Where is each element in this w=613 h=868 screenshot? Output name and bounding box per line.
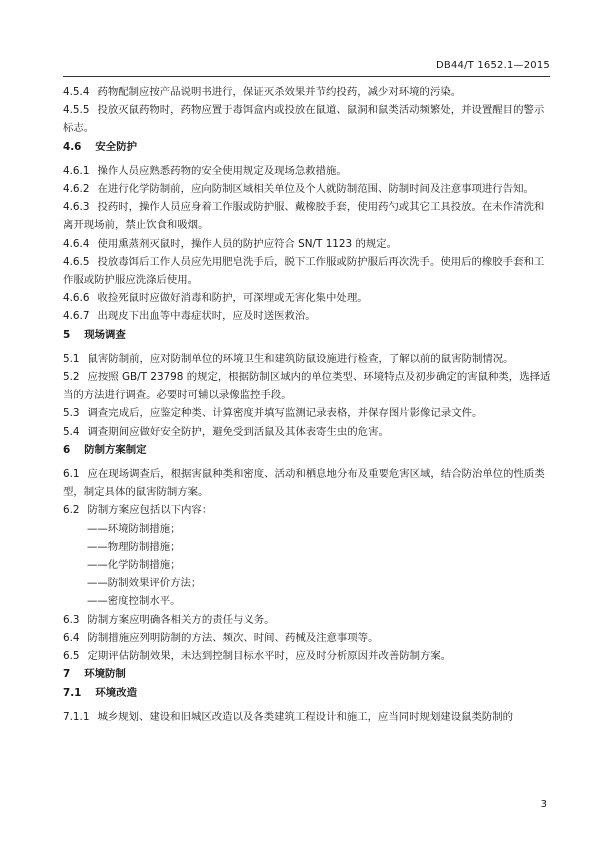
document-body	[63, 83, 551, 726]
list-item: ——防制效果评价方法；	[87, 577, 202, 590]
clause-4-5-5	[63, 101, 551, 137]
clause-6-4	[63, 629, 551, 647]
clause-6-5	[63, 647, 551, 665]
clause-number: 4.6.3	[63, 201, 90, 214]
clause-text: 投药时，操作人员应身着工作服或防护服、戴橡胶手套，使用药勺或其它工具投放。在未作清洗和离开现场前，禁止饮食和吸烟。	[63, 201, 545, 232]
clause-text: 操作人员应熟悉药物的安全使用规定及现场急救措施。	[97, 164, 347, 177]
section-heading-4-6	[63, 138, 551, 156]
section-heading-5	[63, 326, 551, 344]
page-number: 3	[540, 799, 547, 810]
clause-text: 出现皮下出血等中毒症状时，应及时送医救治。	[97, 310, 316, 323]
clause-5-4	[63, 423, 551, 441]
clause-number: 4.5.5	[63, 104, 90, 117]
heading-text: 环境改造	[95, 686, 137, 699]
section-heading-6	[63, 441, 551, 459]
clause-6-1	[63, 465, 551, 501]
clause-number: 4.6.2	[63, 183, 90, 196]
clause-7-1-1	[63, 708, 551, 726]
heading-text: 现场调查	[84, 328, 126, 341]
list-item: ——物理防制措施；	[87, 540, 181, 553]
clause-4-6-5	[63, 253, 551, 289]
list-item: ——环境防制措施；	[87, 522, 181, 535]
clause-text: 应在现场调查后，根据害鼠种类和密度、活动和栖息地分布及重要危害区域，结合防治单位的性质类型，制定具体的鼠害防制方案。	[63, 468, 545, 499]
clause-number: 5.2	[63, 371, 80, 384]
list-item: ——化学防制措施；	[87, 559, 181, 572]
header-rule	[63, 76, 550, 77]
clause-4-5-4	[63, 83, 551, 101]
clause-text: 调查完成后，应鉴定种类、计算密度并填写监测记录表格，并保存图片影像记录文件。	[87, 407, 483, 420]
clause-number: 7.1.1	[63, 710, 90, 723]
heading-number: 7.1	[63, 686, 82, 699]
clause-5-3	[63, 404, 551, 422]
clause-number: 6.3	[63, 613, 80, 626]
clause-6-2	[63, 501, 551, 519]
clause-number: 6.2	[63, 504, 80, 517]
clause-4-6-4	[63, 235, 551, 253]
clause-text: 收捡死鼠时应做好消毒和防护，可深埋或无害化集中处理。	[97, 292, 368, 305]
list-item: ——密度控制水平。	[87, 595, 181, 608]
clause-text: 使用熏蒸剂灭鼠时，操作人员的防护应符合 SN/T 1123 的规定。	[97, 237, 398, 250]
clause-4-6-6	[63, 289, 551, 307]
heading-number: 5	[63, 328, 71, 341]
clause-text: 调查期间应做好安全防护，避免受到活鼠及其体表寄生虫的危害。	[87, 425, 389, 438]
clause-number: 6.1	[63, 468, 80, 481]
clause-text: 鼠害防制前，应对防制单位的环境卫生和建筑防鼠设施进行检查，了解以前的鼠害防制情况。	[87, 352, 514, 365]
clause-text: 防制方案应包括以下内容：	[87, 504, 213, 517]
clause-number: 5.3	[63, 407, 80, 420]
clause-4-6-2	[63, 180, 551, 198]
section-heading-7-1	[63, 684, 551, 702]
clause-4-6-3	[63, 198, 551, 234]
document-code: DB44/T 1652.1—2015	[436, 60, 550, 71]
clause-text: 防制措施应列明防制的方法、频次、时间、药械及注意事项等。	[87, 631, 379, 644]
section-heading-7	[63, 665, 551, 683]
clause-text: 定期评估防制效果，未达到控制目标水平时，应及时分析原因并改善防制方案。	[87, 650, 452, 663]
clause-number: 4.6.6	[63, 292, 90, 305]
clause-number: 5.1	[63, 352, 80, 365]
heading-number: 6	[63, 443, 71, 456]
clause-number: 6.5	[63, 650, 80, 663]
clause-4-6-1	[63, 162, 551, 180]
clause-number: 4.6.4	[63, 237, 90, 250]
clause-text: 应按照 GB/T 23798 的规定，根据防制区域内的单位类型、环境特点及初步确定的害鼠种类，选择适当的方法进行调查。必要时可辅以录像监控手段。	[63, 371, 551, 402]
clause-number: 4.5.4	[63, 86, 90, 98]
clause-text: 药物配制应按产品说明书进行，保证灭杀效果并节约投药，减少对环境的污染。	[97, 86, 462, 98]
clause-5-1	[63, 350, 551, 368]
clause-number: 5.4	[63, 425, 80, 438]
clause-text: 投放毒饵后工作人员应先用肥皂洗手后，脱下工作服或防护服后再次洗手。使用后的橡胶手套和工作服或防护服应洗涤后使用。	[63, 255, 545, 287]
clause-number: 4.6.1	[63, 164, 90, 177]
heading-number: 7	[63, 668, 71, 681]
clause-text: 投放灭鼠药物时，药物应置于毒饵盒内或投放在鼠道、鼠洞和鼠类活动频繁处，并设置醒目的警示标志。	[63, 104, 545, 135]
clause-number: 4.6.7	[63, 310, 90, 323]
heading-text: 防制方案制定	[84, 443, 147, 456]
clause-text: 城乡规划、建设和旧城区改造以及各类建筑工程设计和施工，应当同时规划建设鼠类防制的	[97, 710, 514, 723]
clause-text: 防制方案应明确各相关方的责任与义务。	[87, 613, 275, 626]
clause-number: 4.6.5	[63, 255, 90, 268]
heading-number: 4.6	[63, 140, 82, 153]
clause-text: 在进行化学防制前，应向防制区域相关单位及个人就防制范围、防制时间及注意事项进行告知。	[97, 183, 534, 196]
clause-6-3	[63, 611, 551, 629]
clause-4-6-7	[63, 307, 551, 325]
heading-text: 环境防制	[84, 668, 126, 681]
clause-number: 6.4	[63, 631, 80, 644]
heading-text: 安全防护	[95, 140, 137, 153]
clause-5-2	[63, 368, 551, 404]
